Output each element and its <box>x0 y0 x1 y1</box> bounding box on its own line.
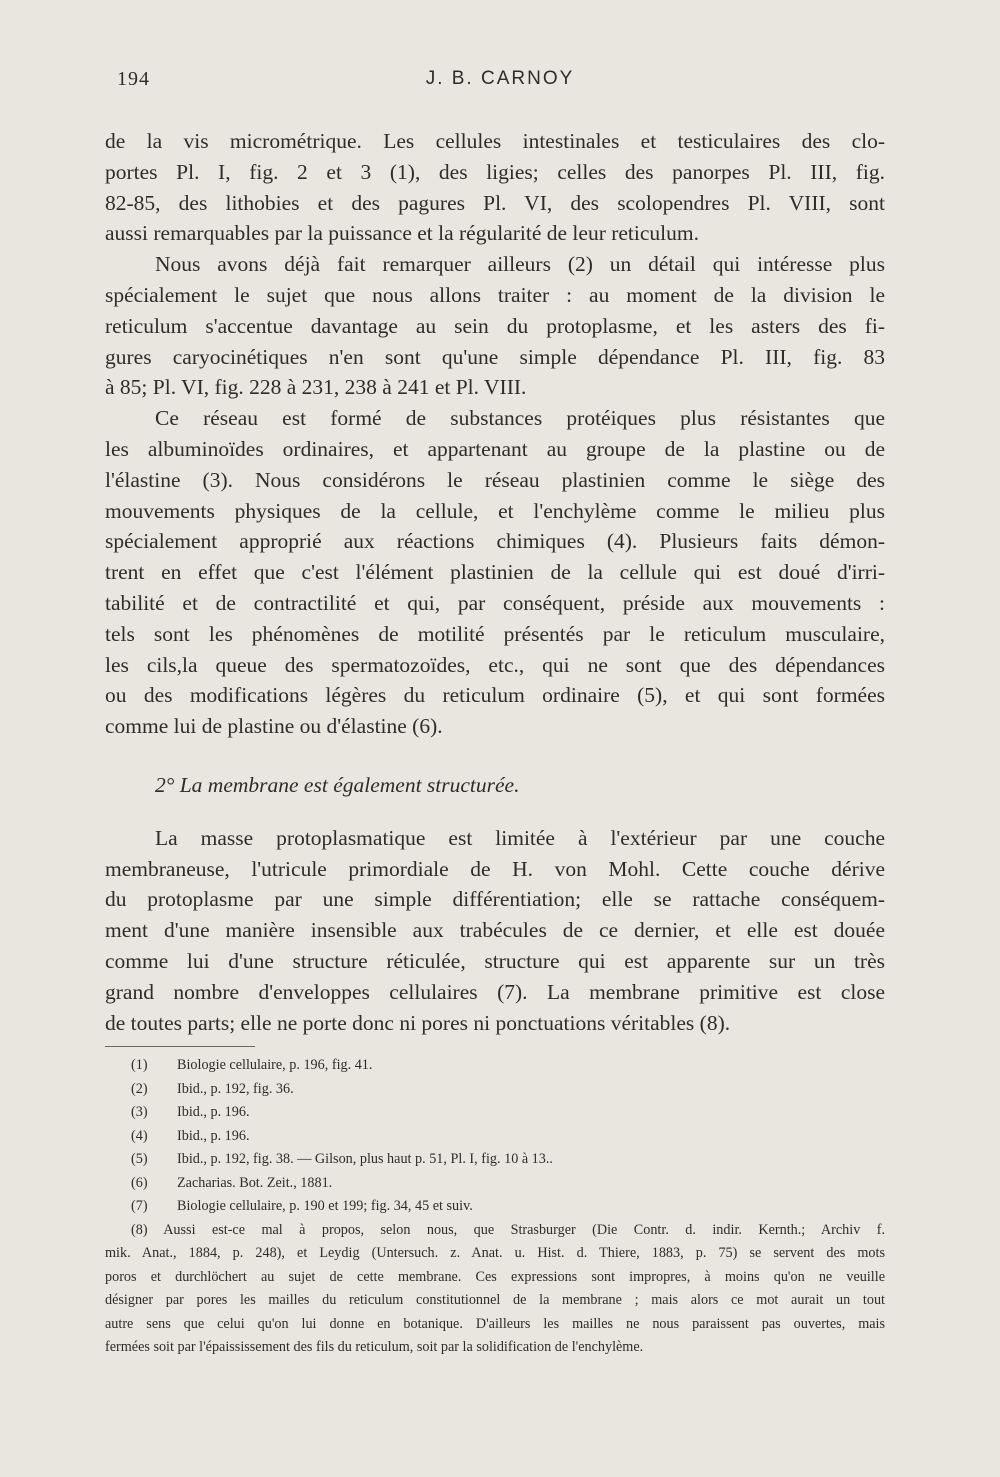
text-line: l'élastine (3). Nous considérons le réseau plastinien comme le siège des <box>105 467 885 492</box>
text-line: du protoplasme par une simple différentiation; elle se rattache conséquem- <box>105 887 885 912</box>
footnote-text: Ibid., p. 192, fig. 38. — Gilson, plus haut p. 51, Pl. I, fig. 10 à 13.. <box>177 1151 553 1167</box>
text-line: mouvements physiques de la cellule, et l'enchylème comme le milieu plus <box>105 498 885 523</box>
footnote-text: Ibid., p. 196. <box>177 1127 250 1144</box>
text-line: tabilité et de contractilité et qui, par conséquent, préside aux mouvements : <box>105 590 885 615</box>
footnote-line: (8) Aussi est-ce mal à propos, selon nous, que Strasburger (Die Contr. d. indir. Kernth.; Archiv f. <box>131 1221 885 1238</box>
text-line: comme lui de plastine ou d'élastine (6). <box>105 714 443 739</box>
text-line: de toutes parts; elle ne porte donc ni pores ni ponctuations véritables (8). <box>105 1010 731 1035</box>
footnote-line: poros et durchlöchert au sujet de cette membrane. Ces expressions sont impropres, à moins qu'on ne veuille <box>105 1268 885 1285</box>
footnote-line: autre sens que celui qu'on lui donne en botanique. D'ailleurs les mailles ne nous paraissent pas ouvertes, mais <box>105 1315 885 1332</box>
running-head: J. B. CARNOY <box>425 68 575 89</box>
text-line: La masse protoplasmatique est limitée à l'extérieur par une couche <box>155 825 885 850</box>
footnote-text: Biologie cellulaire, p. 190 et 199; fig. 34, 45 et suiv. <box>177 1198 473 1214</box>
footnote <box>105 1195 885 1219</box>
text-line: aussi remarquables par la puissance et la régularité de leur reticulum. <box>105 221 699 246</box>
footnote-mark: (7) <box>131 1198 148 1214</box>
text-line: de la vis micrométrique. Les cellules intestinales et testiculaires des clo- <box>105 129 885 153</box>
footnote-line: fermées soit par l'épaississement des fils du reticulum, soit par la solidification de l'enchylème. <box>105 1339 644 1355</box>
footnote-mark: (4) <box>131 1127 148 1144</box>
text-line: comme lui d'une structure réticulée, structure qui est apparente sur un très <box>105 948 885 973</box>
text-line: grand nombre d'enveloppes cellulaires (7). La membrane primitive est close <box>105 979 885 1004</box>
footnote-divider <box>105 1046 255 1047</box>
text-line: trent en effet que c'est l'élément plastinien de la cellule qui est doué d'irri- <box>105 560 885 585</box>
footnotes <box>105 1054 885 1360</box>
footnote-text: Ibid., p. 192, fig. 36. <box>177 1080 294 1097</box>
text-line: membraneuse, l'utricule primordiale de H. von Mohl. Cette couche dérive <box>105 856 885 881</box>
body-text <box>105 126 885 1038</box>
section-heading: 2° La membrane est également structurée. <box>155 772 520 797</box>
text-line: spécialement approprié aux réactions chimiques (4). Plusieurs faits démon- <box>105 529 885 554</box>
footnote-line: mik. Anat., 1884, p. 248), et Leydig (Untersuch. z. Anat. u. Hist. d. Thiere, 1883, p. 75) se servent des mots <box>105 1245 885 1261</box>
footnote-line: désigner par pores les mailles du reticulum constitutionnel de la membrane ; mais alors ce mot aurait un tout <box>105 1292 885 1308</box>
text-line: Ce réseau est formé de substances protéiques plus résistantes que <box>155 406 885 431</box>
footnote-text: Zacharias. Bot. Zeit., 1881. <box>177 1174 333 1191</box>
footnote <box>105 1148 885 1172</box>
footnote <box>105 1125 885 1149</box>
page-header <box>0 68 1000 98</box>
text-line: spécialement le sujet que nous allons traiter : au moment de la division le <box>105 282 885 307</box>
text-line: tels sont les phénomènes de motilité présentés par le reticulum musculaire, <box>105 621 885 646</box>
page-number: 194 <box>117 68 150 90</box>
footnote-mark: (3) <box>131 1104 148 1120</box>
footnote-text: Biologie cellulaire, p. 196, fig. 41. <box>177 1057 373 1073</box>
footnote <box>105 1172 885 1196</box>
text-line: reticulum s'accentue davantage au sein du protoplasme, et les asters des fi- <box>105 313 885 338</box>
footnote-text: Ibid., p. 196. <box>177 1104 250 1120</box>
text-line: gures caryocinétiques n'en sont qu'une simple dépendance Pl. III, fig. 83 <box>105 344 885 369</box>
text-line: ou des modifications légères du reticulum ordinaire (5), et qui sont formées <box>105 683 885 708</box>
text-line: portes Pl. I, fig. 2 et 3 (1), des ligies; celles des panorpes Pl. III, fig. <box>105 159 885 184</box>
text-line: ment d'une manière insensible aux trabécules de ce dernier, et elle est douée <box>105 918 885 943</box>
footnote <box>105 1078 885 1102</box>
text-line: Nous avons déjà fait remarquer ailleurs (2) un détail qui intéresse plus <box>155 252 885 277</box>
footnote <box>105 1054 885 1078</box>
text-line: 82-85, des lithobies et des pagures Pl. VI, des scolopendres Pl. VIII, sont <box>105 190 885 215</box>
text-line: les albuminoïdes ordinaires, et appartenant au groupe de la plastine ou de <box>105 436 885 461</box>
footnote-mark: (6) <box>131 1174 148 1191</box>
footnote-mark: (1) <box>131 1057 148 1073</box>
footnote <box>105 1101 885 1125</box>
footnote-mark: (5) <box>131 1151 148 1167</box>
text-line: les cils,la queue des spermatozoïdes, etc., qui ne sont que des dépendances <box>105 652 885 677</box>
text-line: à 85; Pl. VI, fig. 228 à 231, 238 à 241 et Pl. VIII. <box>105 375 527 400</box>
footnote-mark: (2) <box>131 1080 148 1097</box>
